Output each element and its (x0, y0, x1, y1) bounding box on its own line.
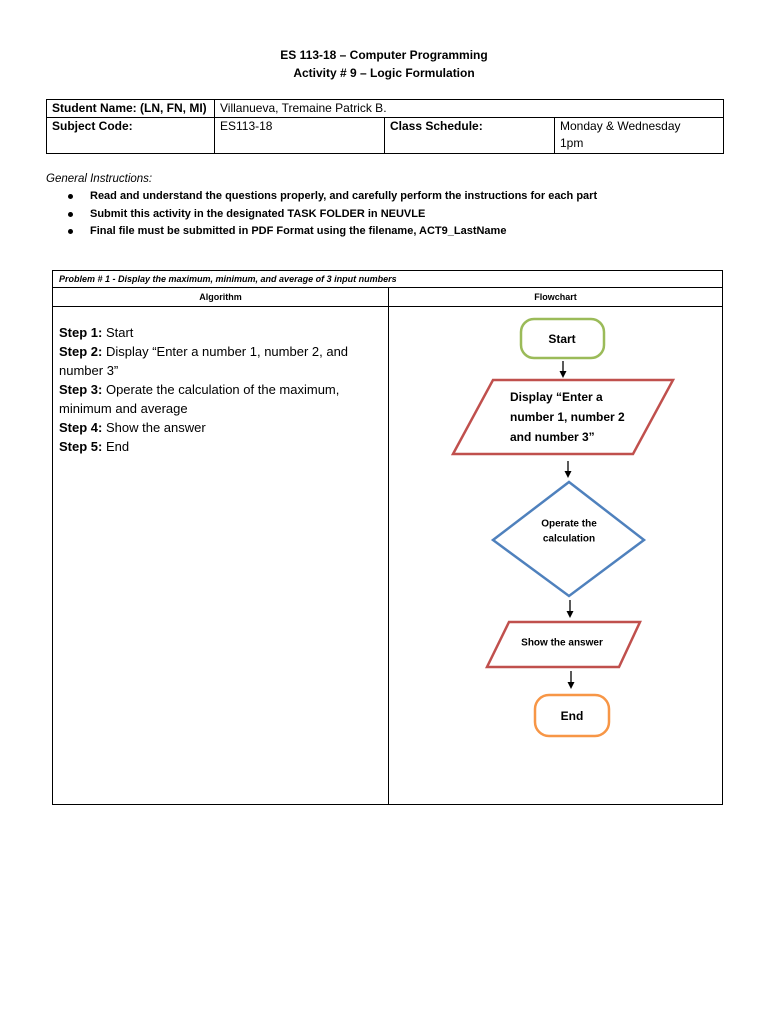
flow-node-calculation (493, 482, 644, 596)
problem-body-row (53, 307, 722, 804)
instruction-item (66, 188, 597, 206)
class-schedule-label: Class Schedule: (390, 119, 483, 133)
display-input-label-line: number 1, number 2 (510, 410, 625, 424)
show-answer-label: Show the answer (521, 637, 603, 649)
flow-node-end (535, 695, 609, 736)
display-input-label-line: Display “Enter a (510, 390, 603, 404)
algorithm-step (59, 437, 369, 456)
general-instructions-heading: General Instructions: (46, 173, 153, 185)
step-label: Step 5: (59, 439, 103, 454)
subject-code-value: ES113-18 (220, 119, 273, 133)
step-label: Step 4: (59, 420, 103, 435)
subject-code-label-cell (47, 118, 215, 154)
algorithm-header: Algorithm (53, 288, 389, 306)
instruction-text: Read and understand the questions properly, and carefully perform the instructions for each part (90, 190, 598, 202)
flow-arrow (568, 671, 575, 689)
end-node-label: End (560, 709, 584, 723)
student-name-row (47, 100, 724, 118)
flow-node-start (521, 319, 604, 358)
student-info-table (46, 99, 724, 154)
algorithm-step (59, 342, 369, 380)
student-name-label-cell (47, 100, 215, 118)
student-name-value-cell (215, 100, 724, 118)
flow-arrow (567, 600, 574, 618)
instruction-text: Final file must be submitted in PDF Format using the filename, ACT9_LastName (90, 225, 507, 237)
algorithm-step (59, 380, 369, 418)
subject-code-value-cell (215, 118, 385, 154)
arrow-head (560, 371, 567, 378)
student-name-label: Student Name: (LN, FN, MI) (52, 101, 207, 115)
step-text: Display “Enter a number 1, number 2, and number 3” (59, 344, 349, 378)
step-text: Operate the calculation of the maximum, minimum and average (59, 382, 340, 416)
class-schedule-label-cell (385, 118, 555, 154)
class-schedule-value: Monday & Wednesday 1pm (560, 119, 681, 150)
flow-arrow (560, 361, 567, 378)
start-node-label: Start (548, 332, 576, 346)
problem-table (52, 270, 723, 805)
calculation-label-line: Operate the (541, 518, 597, 530)
arrow-head (565, 471, 572, 478)
instruction-item (66, 206, 597, 224)
step-text: End (105, 439, 130, 454)
flowchart-header: Flowchart (534, 292, 577, 302)
flowchart-diagram (389, 307, 722, 804)
flow-arrow (565, 461, 572, 478)
calculation-label-line: calculation (542, 533, 596, 545)
bullet-icon (66, 188, 90, 206)
arrow-head (568, 682, 575, 689)
step-label: Step 1: (59, 325, 103, 340)
display-input-label-line: and number 3” (510, 430, 595, 444)
bullet-icon (66, 223, 90, 241)
arrow-head (567, 611, 574, 618)
instruction-item (66, 223, 597, 241)
algorithm-step (59, 323, 369, 342)
step-text: Start (105, 325, 134, 340)
algorithm-step (59, 418, 369, 437)
activity-title: Activity # 9 – Logic Formulation (293, 66, 475, 80)
step-label: Step 2: (59, 344, 103, 359)
step-text: Show the answer (105, 420, 206, 435)
subject-schedule-row (47, 118, 724, 154)
step-label: Step 3: (59, 382, 103, 397)
problem-header-row (53, 288, 722, 307)
flow-node-display-input (453, 380, 673, 454)
flow-node-show-answer (487, 622, 640, 667)
bullet-icon (66, 206, 90, 224)
flowchart-cell (389, 307, 722, 804)
class-schedule-value-cell (555, 118, 724, 154)
subject-code-label: Subject Code: (52, 119, 133, 133)
problem-title: Problem # 1 - Display the maximum, minimum, and average of 3 input numbers (53, 271, 722, 288)
course-title: ES 113-18 – Computer Programming (280, 48, 488, 62)
algorithm-cell (53, 307, 389, 804)
instruction-text: Submit this activity in the designated TASK FOLDER in NEUVLE (90, 207, 426, 220)
student-name-value: Villanueva, Tremaine Patrick B. (220, 101, 387, 115)
instructions-list (66, 188, 597, 241)
